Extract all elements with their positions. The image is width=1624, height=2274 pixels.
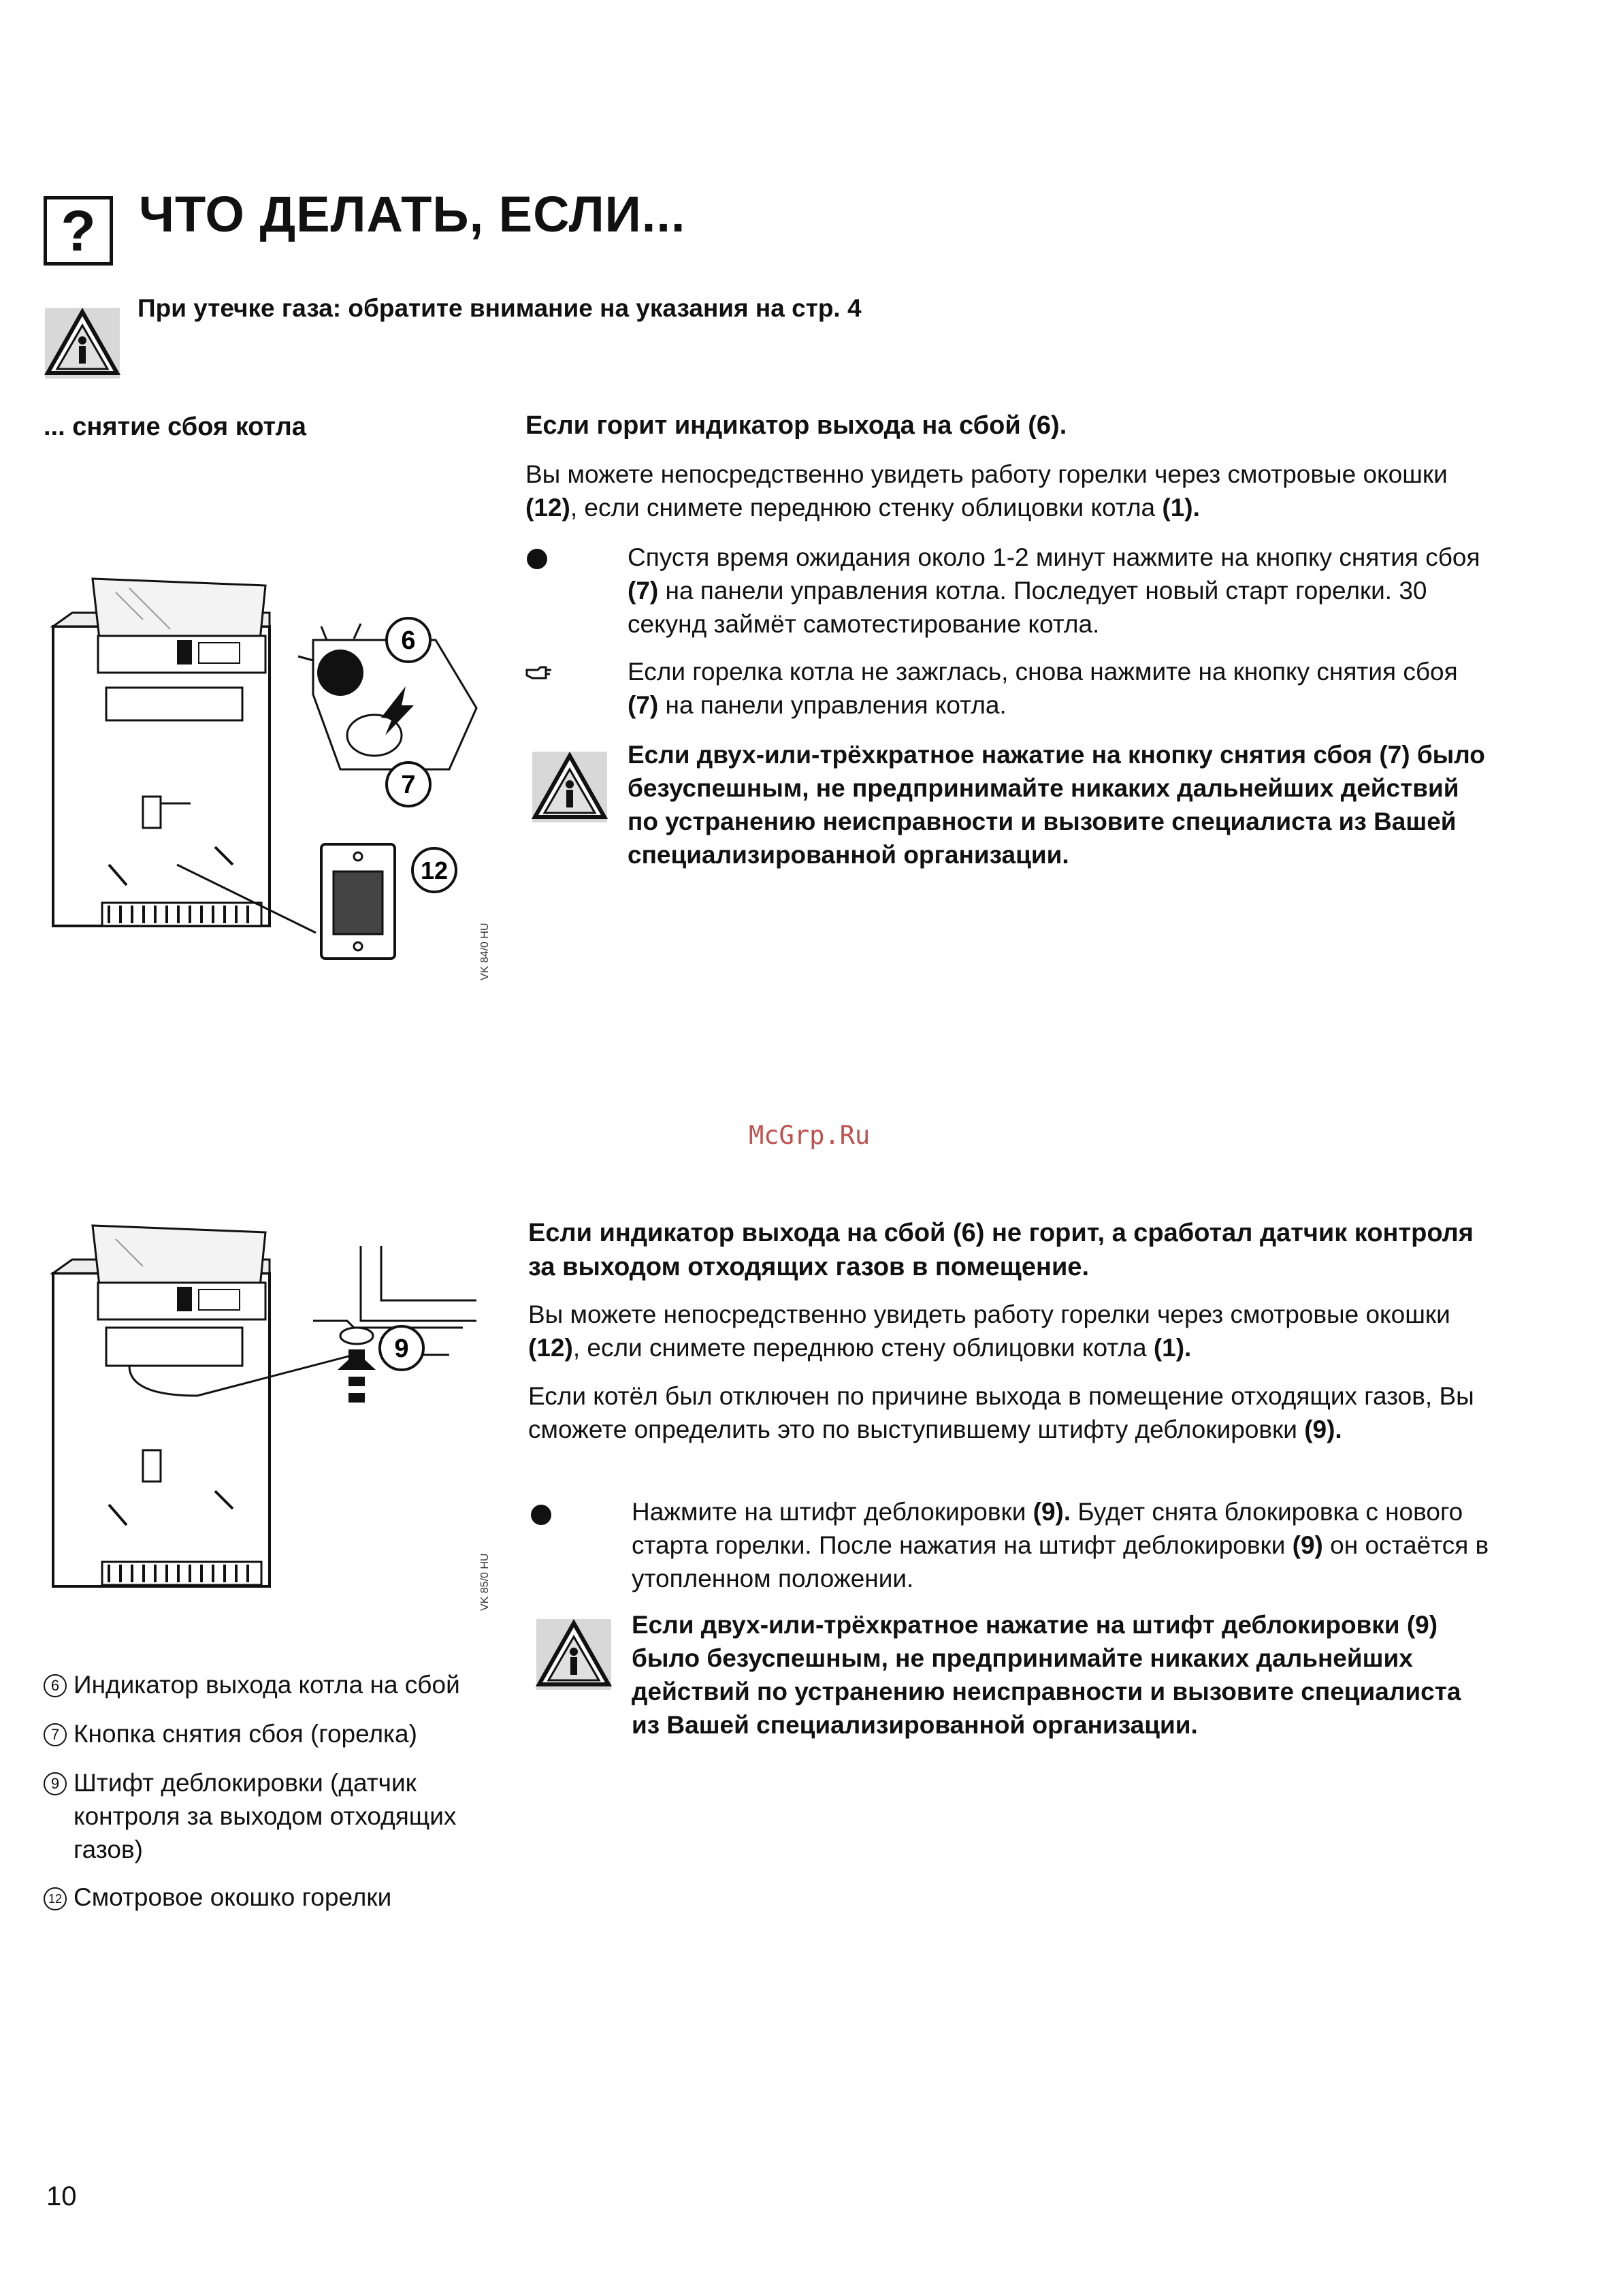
block2-para2 — [528, 1379, 1481, 1446]
question-mark: ? — [61, 199, 96, 263]
watermark: McGrp.Ru — [749, 1121, 871, 1150]
block2-heading: Если индикатор выхода на сбой (6) не горит, а сработал датчик контроля за выходом отходящих газов в помещение. — [528, 1219, 1474, 1281]
block1-bullet-ref-7: (7) — [628, 577, 659, 605]
figure2-code: VK 85/0 HU — [479, 1553, 491, 1611]
block1-intro-ref-1: (1). — [1162, 494, 1200, 522]
boiler-figure-1 — [41, 572, 490, 987]
block2-para2-ref-9: (9). — [1304, 1415, 1342, 1443]
block2-bullet-text: Нажмите на штифт деблокировки — [632, 1498, 1033, 1526]
bullet-icon — [527, 549, 547, 569]
block2-bullet — [632, 1495, 1489, 1595]
block2-intro-text-2: , если снимете переднюю стену облицовки котла — [572, 1334, 1154, 1362]
warning-triangle-icon — [42, 305, 123, 381]
block1-intro-text-2: , если снимете переднюю стенку облицовки котла — [570, 494, 1163, 522]
legend-text: Кнопка снятия сбоя (горелка) — [74, 1720, 417, 1748]
gas-leak-note: При утечке газа: обратите внимание на указания на стр. 4 — [137, 294, 862, 322]
legend-item — [44, 1717, 417, 1750]
figure1-code: VK 84/0 HU — [479, 923, 491, 980]
block2-bullet-ref-9: (9). — [1033, 1498, 1071, 1526]
legend-text: Индикатор выхода котла на сбой — [74, 1671, 460, 1699]
block1-intro-ref-12: (12) — [525, 494, 570, 522]
block2-bullet-ref-9b: (9) — [1292, 1531, 1323, 1559]
warning-triangle-icon — [534, 1616, 614, 1693]
section-label: ... снятие сбоя котла — [44, 413, 306, 441]
block1-bullet-text: Спустя время ожидания около 1-2 минут нажмите на кнопку снятия сбоя — [628, 543, 1480, 571]
block1-warning: Если двух-или-трёхкратное нажатие на кнопку снятия сбоя (7) было безуспешным, не предпринимайте никаких дальнейших действий по устранению неисправности и вызовите специалиста из Вашей специализированной организации. — [628, 741, 1485, 869]
block1-tip — [628, 655, 1485, 722]
block2-intro-ref-1: (1). — [1153, 1334, 1192, 1362]
block2-intro — [528, 1298, 1481, 1364]
callout-6: 6 — [401, 626, 416, 655]
block1-intro-text: Вы можете непосредственно увидеть работу горелки через смотровые окошки — [525, 460, 1448, 488]
legend-number: 7 — [44, 1723, 67, 1746]
legend-number: 12 — [44, 1887, 67, 1910]
block2-bullet-text-3: он остаётся в утопленном положении. — [632, 1531, 1489, 1592]
block1-intro — [525, 458, 1478, 524]
page-title: ЧТО ДЕЛАТЬ, ЕСЛИ... — [139, 186, 686, 242]
block1-heading: Если горит индикатор выхода на сбой (6). — [525, 411, 1067, 440]
callout-9: 9 — [394, 1334, 409, 1363]
block2-para2-text: Если котёл был отключен по причине выхода в помещение отходящих газов, Вы сможете определить это по выступившему штифту деблокировки — [528, 1382, 1474, 1443]
legend-item — [44, 1766, 509, 1866]
block2-warning: Если двух-или-трёхкратное нажатие на штифт деблокировки (9) было безуспешным, не предпринимайте никаких дальнейших действий по устранению неисправности и вызовите специалиста из Вашей специализированной организации. — [632, 1611, 1461, 1739]
block1-bullet — [628, 541, 1485, 641]
callout-7: 7 — [401, 771, 416, 799]
legend-number: 9 — [44, 1772, 67, 1795]
callout-12: 12 — [420, 856, 449, 884]
legend-number: 6 — [44, 1674, 67, 1697]
warning-triangle-icon — [530, 749, 610, 825]
block1-tip-text: Если горелка котла не зажглась, снова нажмите на кнопку снятия сбоя — [628, 658, 1458, 686]
block1-tip-text-2: на панели управления котла. — [658, 691, 1007, 719]
block2-intro-ref-12: (12) — [528, 1334, 573, 1362]
block2-intro-text: Вы можете непосредственно увидеть работу горелки через смотровые окошки — [528, 1300, 1450, 1328]
bullet-icon — [531, 1505, 551, 1525]
hand-pointer-icon — [525, 664, 553, 684]
block1-tip-ref-7: (7) — [628, 691, 659, 719]
legend-text: Штифт деблокировки (датчик контроля за выходом отходящих газов) — [74, 1769, 457, 1863]
legend-item — [44, 1668, 460, 1701]
block2-bullet-text-2: Будет снята блокировка с нового старта горелки. После нажатия на штифт деблокировки — [632, 1498, 1463, 1559]
page-number: 10 — [46, 2181, 77, 2211]
question-mark-box — [44, 196, 113, 266]
legend-item — [44, 1880, 391, 1914]
block1-bullet-text-2: на панели управления котла. Последует новый старт горелки. 30 секунд займёт самотестирование котла. — [628, 577, 1427, 638]
legend-text: Смотровое окошко горелки — [74, 1883, 392, 1911]
boiler-figure-2 — [41, 1219, 490, 1600]
